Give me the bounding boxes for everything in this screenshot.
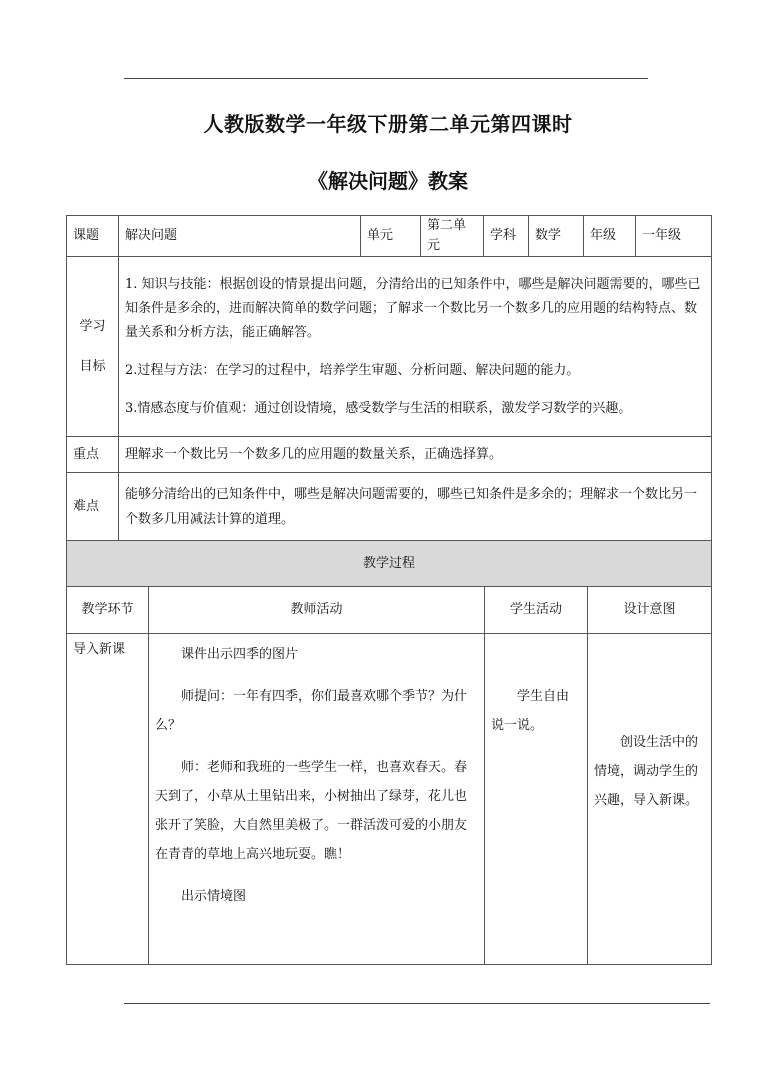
- unit-value: 第二单元: [421, 216, 484, 257]
- key-point-row: [67, 437, 712, 473]
- goals-label-line2: 目标: [79, 358, 106, 374]
- topic-label: 课题: [67, 216, 119, 257]
- process-row-intro: [67, 634, 712, 965]
- stage-cell: 导入新课: [67, 634, 149, 965]
- goal-process: 2.过程与方法：在学习的过程中，培养学生审题、分析问题、解决问题的能力。: [125, 362, 580, 378]
- student-activity-cell: 学生自由说一说。: [485, 634, 588, 965]
- difficulty-label: 难点: [67, 473, 119, 542]
- subject-value: 数学: [529, 216, 584, 257]
- grade-value: 一年级: [636, 216, 712, 257]
- key-point-text: 理解求一个数比另一个数多几的应用题的数量关系，正确选择算。: [119, 437, 712, 473]
- subject-label: 学科: [484, 216, 529, 257]
- process-title-row: [67, 541, 712, 587]
- teacher-activity-p2: 师提问：一年有四季，你们最喜欢哪个季节？为什么？: [155, 689, 468, 733]
- topic-value: 解决问题: [119, 216, 361, 257]
- col-design-header: 设计意图: [588, 587, 712, 634]
- process-title: 教学过程: [67, 541, 712, 587]
- footer-rule: [124, 1003, 710, 1004]
- goal-knowledge: 1. 知识与技能：根据创设的情景提出问题，分清给出的已知条件中，哪些是解决问题需要的，哪些已知条件是多余的，进而解决简单的数学问题；了解求一个数比另一个数多几的应用题的结构特点、数量关系和分析方法，能正确解答。: [125, 276, 701, 340]
- col-stage-header: 教学环节: [67, 587, 149, 634]
- goals-row: [67, 257, 712, 437]
- teacher-activity-p4: 出示情境图: [181, 889, 247, 904]
- key-point-label: 重点: [67, 437, 119, 473]
- teaching-process-table: [66, 540, 712, 965]
- lesson-info-table: [66, 215, 712, 542]
- process-header-row: [67, 587, 712, 634]
- info-row: [67, 216, 712, 257]
- document-title: 人教版数学一年级下册第二单元第四课时: [203, 112, 573, 136]
- unit-label: 单元: [361, 216, 421, 257]
- goals-label: [67, 257, 119, 437]
- col-teacher-header: 教师活动: [149, 587, 485, 634]
- goals-label-line1: 学习: [79, 318, 106, 334]
- goal-emotion: 3.情感态度与价值观：通过创设情境，感受数学与生活的相联系，激发学习数学的兴趣。: [125, 400, 632, 416]
- header-rule: [124, 78, 648, 79]
- document-subtitle: 《解决问题》教案: [308, 169, 468, 193]
- grade-label: 年级: [584, 216, 636, 257]
- design-intent-cell: 创设生活中的情境，调动学生的兴趣，导入新课。: [588, 634, 712, 965]
- difficulty-row: [67, 473, 712, 542]
- teacher-activity-p1: 课件出示四季的图片: [181, 647, 299, 662]
- teacher-activity-cell: [149, 634, 485, 965]
- teacher-activity-p3: 师：老师和我班的一些学生一样，也喜欢春天。春天到了，小草从土里钻出来，小树抽出了绿芽，花儿也张开了笑脸，大自然里美极了。一群活泼可爱的小朋友在青青的草地上高兴地玩耍。瞧！: [155, 760, 468, 862]
- difficulty-text: 能够分清给出的已知条件中，哪些是解决问题需要的，哪些已知条件是多余的；理解求一个数比另一个数多几用减法计算的道理。: [119, 473, 712, 542]
- col-student-header: 学生活动: [485, 587, 588, 634]
- goals-content: [119, 257, 712, 437]
